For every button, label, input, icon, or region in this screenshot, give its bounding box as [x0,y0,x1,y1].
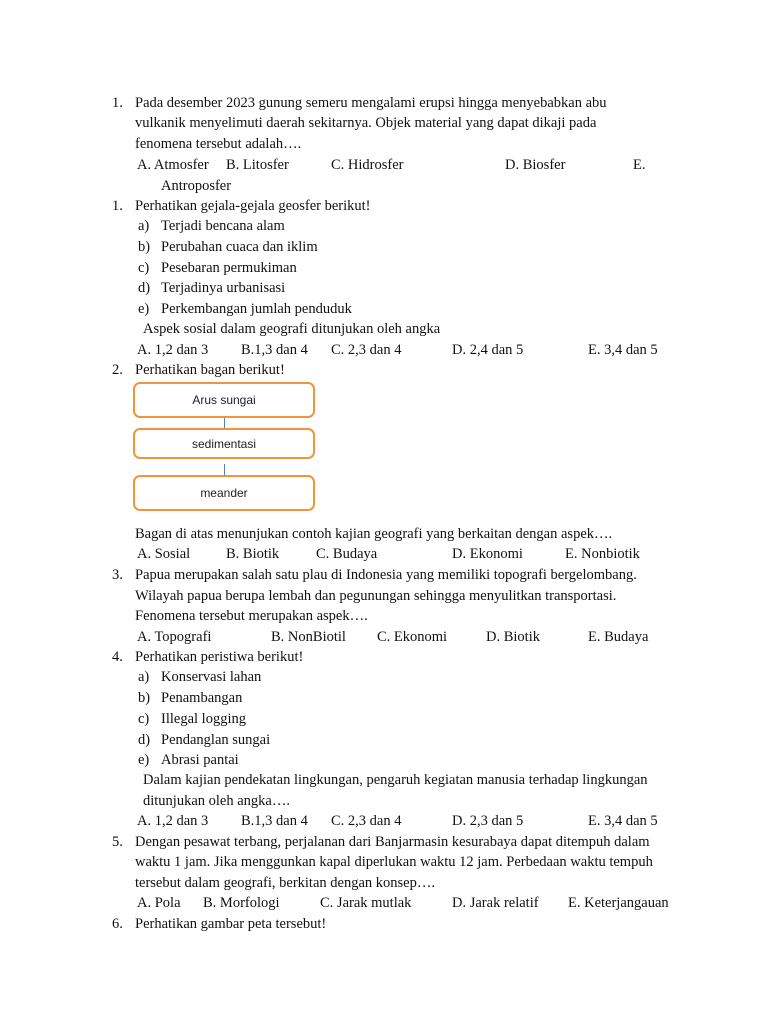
question-number: 1. [112,198,123,214]
question-text: fenomena tersebut adalah…. [135,136,302,152]
question-number: 6. [112,916,123,932]
question-text: Papua merupakan salah satu plau di Indonesia yang memiliki topografi bergelombang. [135,567,637,583]
question-text: waktu 1 jam. Jika menggunkan kapal diperlukan waktu 12 jam. Perbedaan waktu tempuh [135,854,653,870]
option-c: C. 2,3 dan 4 [331,813,402,829]
diagram-box-sedimentasi: sedimentasi [133,428,315,459]
question-text: Perhatikan peristiwa berikut! [135,649,304,665]
item-marker: e) [138,301,150,317]
item-text: Pendanglan sungai [161,732,271,748]
question-text: tersebut dalam geografi, berkitan dengan konsep…. [135,875,435,891]
item-text: Perkembangan jumlah penduduk [161,301,352,317]
question-text: Perhatikan bagan berikut! [135,362,285,378]
option-d: D. Biosfer [505,157,566,173]
option-d: D. Jarak relatif [452,895,539,911]
option-d: D. 2,3 dan 5 [452,813,524,829]
item-text: Penambangan [161,690,243,706]
item-marker: c) [138,260,150,276]
option-a: A. Atmosfer [137,157,209,173]
question-stem: Bagan di atas menunjukan contoh kajian geografi yang berkaitan dengan aspek…. [135,526,613,542]
option-e: E. Keterjangauan [568,895,669,911]
option-a: A. Sosial [137,546,191,562]
item-marker: b) [138,690,151,706]
item-marker: a) [138,218,150,234]
question-stem: Dalam kajian pendekatan lingkungan, pengaruh kegiatan manusia terhadap lingkungan [143,772,648,788]
item-text: Abrasi pantai [161,752,239,768]
question-number: 5. [112,834,123,850]
question-text: Dengan pesawat terbang, perjalanan dari Banjarmasin kesurabaya dapat ditempuh dalam [135,834,650,850]
question-number: 4. [112,649,123,665]
item-text: Terjadinya urbanisasi [161,280,286,296]
question-stem: ditunjukan oleh angka…. [143,793,290,809]
option-a: A. 1,2 dan 3 [137,342,209,358]
question-text: Fenomena tersebut merupakan aspek…. [135,608,368,624]
option-e-text: Antroposfer [161,178,232,194]
option-b: B.1,3 dan 4 [241,813,308,829]
item-marker: d) [138,280,151,296]
item-text: Pesebaran permukiman [161,260,297,276]
question-stem: Aspek sosial dalam geografi ditunjukan oleh angka [143,321,441,337]
question-text: Perhatikan gambar peta tersebut! [135,916,327,932]
option-d: D. 2,4 dan 5 [452,342,524,358]
item-marker: c) [138,711,150,727]
option-e: E. Budaya [588,629,649,645]
item-text: Konservasi lahan [161,669,262,685]
option-c: C. Jarak mutlak [320,895,412,911]
question-text: Pada desember 2023 gunung semeru mengalami erupsi hingga menyebabkan abu [135,95,607,111]
option-b: B.1,3 dan 4 [241,342,308,358]
item-marker: e) [138,752,150,768]
item-marker: d) [138,732,151,748]
option-b: B. NonBiotil [271,629,346,645]
question-number: 3. [112,567,123,583]
option-e: E. Nonbiotik [565,546,640,562]
diagram-box-meander: meander [133,475,315,511]
option-c: C. Budaya [316,546,378,562]
option-e: E. [633,157,646,173]
item-text: Terjadi bencana alam [161,218,285,234]
question-number: 2. [112,362,123,378]
item-marker: a) [138,669,150,685]
option-c: C. Hidrosfer [331,157,404,173]
option-a: A. Pola [137,895,181,911]
option-b: B. Biotik [226,546,280,562]
option-c: C. Ekonomi [377,629,448,645]
item-text: Perubahan cuaca dan iklim [161,239,318,255]
question-text: Wilayah papua berupa lembah dan pegunungan sehingga menyulitkan transportasi. [135,588,617,604]
question-text: Perhatikan gejala-gejala geosfer berikut! [135,198,371,214]
item-text: Illegal logging [161,711,246,727]
diagram-box-arus-sungai: Arus sungai [133,382,315,418]
option-d: D. Biotik [486,629,540,645]
option-d: D. Ekonomi [452,546,523,562]
option-e: E. 3,4 dan 5 [588,342,658,358]
option-e: E. 3,4 dan 5 [588,813,658,829]
item-marker: b) [138,239,151,255]
option-a: A. Topografi [137,629,212,645]
option-b: B. Litosfer [226,157,289,173]
question-text: vulkanik menyelimuti daerah sekitarnya. Objek material yang dapat dikaji pada [135,115,597,131]
option-c: C. 2,3 dan 4 [331,342,402,358]
option-b: B. Morfologi [203,895,280,911]
diagram-connector [224,418,225,428]
diagram-connector [224,464,225,475]
option-a: A. 1,2 dan 3 [137,813,209,829]
question-number: 1. [112,95,123,111]
